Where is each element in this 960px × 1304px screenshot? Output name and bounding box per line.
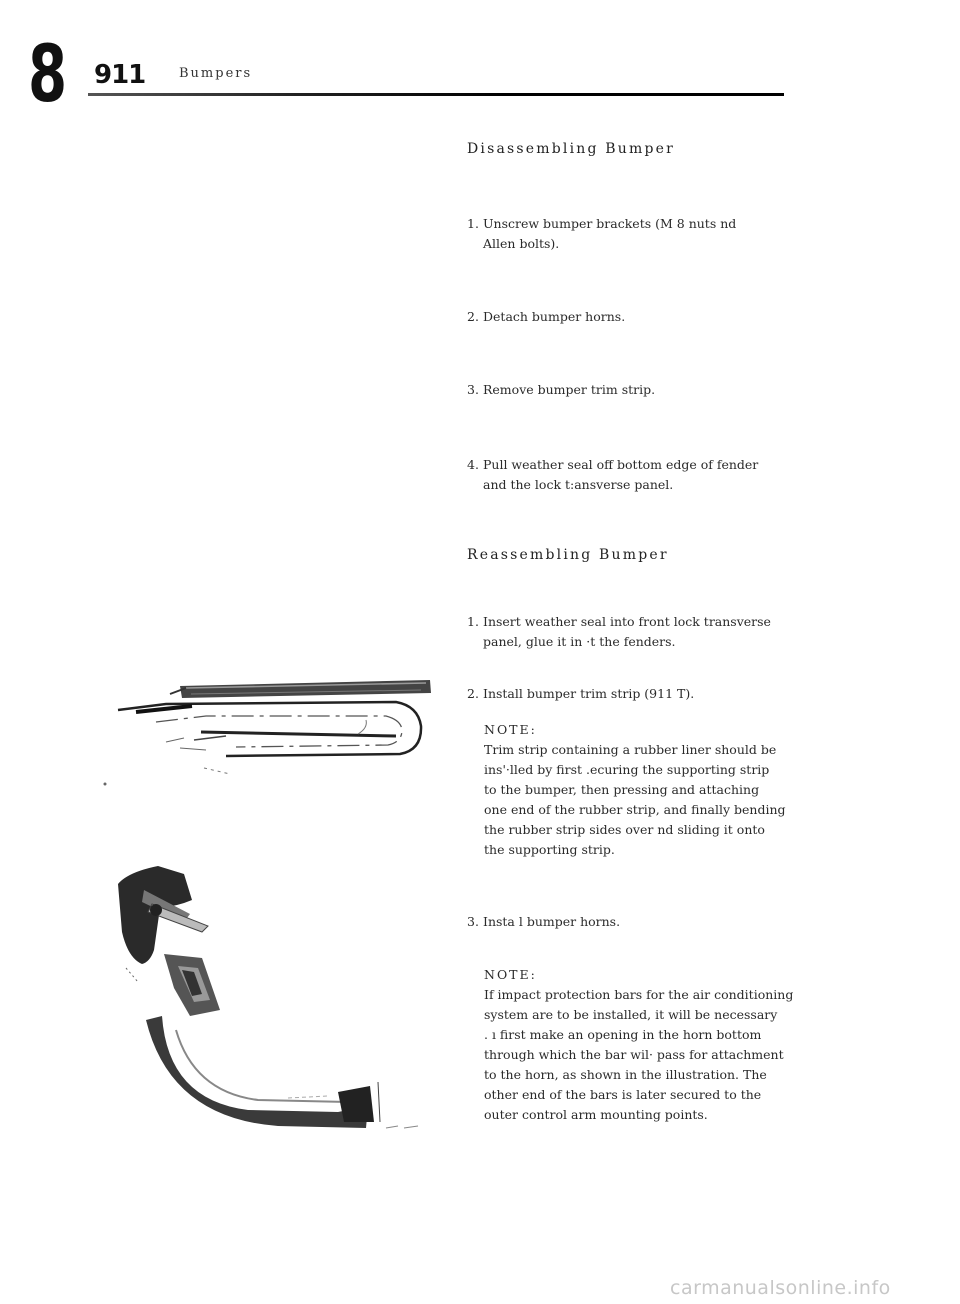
note-label: NOTE: — [484, 967, 537, 982]
step-text: Insert weather seal into front lock transverse — [483, 614, 771, 629]
disassembly-step-3 — [467, 380, 807, 400]
reassembly-step-3 — [467, 912, 807, 932]
step-text: Insta l bumper horns. — [483, 914, 621, 929]
note-line: outer control arm mounting points. — [484, 1107, 708, 1122]
note-line: If impact protection bars for the air conditioning — [484, 987, 794, 1002]
reassembly-step-2 — [467, 684, 807, 704]
note-line: system are to be installed, it will be necessary — [484, 1007, 778, 1022]
note-line: . ı first make an opening in the horn bottom — [484, 1027, 762, 1042]
step-text: Detach bumper horns. — [483, 309, 626, 324]
step-number: 2. — [467, 686, 479, 701]
note-trim-strip — [484, 720, 804, 860]
step-number: 3. — [467, 914, 479, 929]
step-text: Unscrew bumper brackets (M 8 nuts nd — [483, 216, 737, 231]
note-line: Trim strip containing a rubber liner should be — [484, 742, 777, 757]
note-line: other end of the bars is later secured to the — [484, 1087, 762, 1102]
step-number: 2. — [467, 309, 479, 324]
note-line: through which the bar wil· pass for attachment — [484, 1047, 784, 1062]
step-text: Remove bumper trim strip. — [483, 382, 656, 397]
step-number: 1. — [467, 216, 479, 231]
note-line: the supporting strip. — [484, 842, 615, 857]
step-number: 1. — [467, 614, 479, 629]
reassembly-heading: Reassembling Bumper — [467, 547, 669, 563]
disassembly-step-2 — [467, 307, 807, 327]
model-number: 911 — [94, 60, 146, 90]
header-rule — [88, 93, 784, 96]
step-text-continued: and the lock t:ansverse panel. — [483, 477, 674, 492]
disassembly-heading: Disassembling Bumper — [467, 141, 676, 157]
step-number: 3. — [467, 382, 479, 397]
step-text: Pull weather seal off bottom edge of fender — [483, 457, 759, 472]
trim-strip-illustration — [96, 666, 436, 802]
reassembly-step-1 — [467, 612, 807, 652]
bumper-horn-illustration — [98, 860, 438, 1130]
note-line: the rubber strip sides over nd sliding it onto — [484, 822, 765, 837]
step-text: Install bumper trim strip (911 T). — [483, 686, 695, 701]
running-title: Bumpers — [179, 66, 253, 81]
note-impact-bars — [484, 965, 804, 1125]
note-label: NOTE: — [484, 722, 537, 737]
note-line: to the bumper, then pressing and attaching — [484, 782, 760, 797]
note-line: ins'·lled by first .ecuring the supporting strip — [484, 762, 770, 777]
disassembly-step-4 — [467, 455, 807, 495]
note-line: to the horn, as shown in the illustration. The — [484, 1067, 767, 1082]
step-text-continued: panel, glue it in ·t the fenders. — [483, 634, 676, 649]
disassembly-step-1 — [467, 214, 807, 254]
note-line: one end of the rubber strip, and finally bending — [484, 802, 786, 817]
section-number: 8 — [28, 30, 66, 120]
watermark: carmanualsonline.info — [670, 1277, 891, 1299]
step-number: 4. — [467, 457, 479, 472]
step-text-continued: Allen bolts). — [483, 236, 560, 251]
